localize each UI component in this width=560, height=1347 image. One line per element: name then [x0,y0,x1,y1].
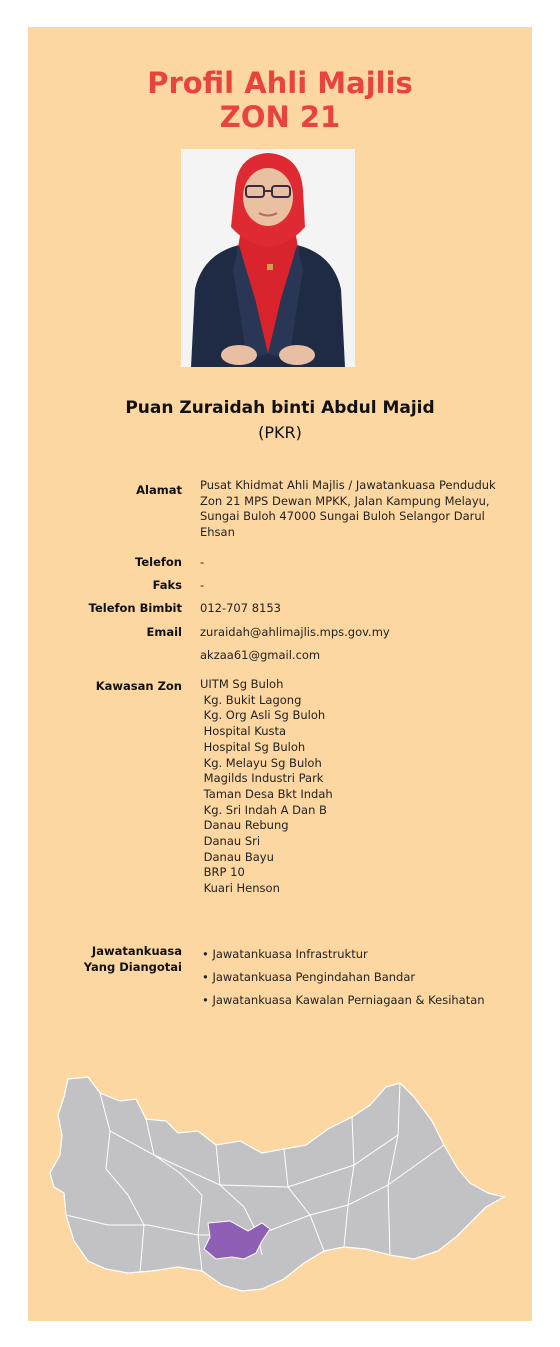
zone-title: ZON 21 [219,100,341,134]
zone-area-item: Kg. Org Asli Sg Buloh [200,708,326,723]
zone-area-item: Danau Sri [200,834,261,849]
zone-area-item: BRP 10 [200,865,245,880]
address-label: Alamat [136,483,182,497]
email-label: Email [146,625,182,639]
committee-item: • Jawatankuasa Infrastruktur [202,943,485,966]
phone-value: - [200,555,205,569]
mobile-phone-label: Telefon Bimbit [88,601,182,615]
email-link[interactable]: akzaa61@gmail.com [200,648,321,662]
portrait-image [181,149,355,367]
committee-item: • Jawatankuasa Pengindahan Bandar [202,966,485,989]
zone-area-item: Kg. Sri Indah A Dan B [200,802,327,817]
fax-label: Faks [152,578,182,592]
zone-area-item: Taman Desa Bkt Indah [200,786,333,801]
zone-area-list [200,677,333,897]
councillor-photo [181,149,355,367]
zone-area-item: Danau Rebung [200,818,289,833]
committee-label [84,943,182,975]
zone-area-label: Kawasan Zon [95,679,182,693]
committee-list [202,943,485,1012]
zone-area-item: Kuari Henson [200,881,280,896]
zone-area-item: Hospital Kusta [200,724,287,739]
party-name: (PKR) [258,423,302,442]
zone-area-item: UITM Sg Buloh [200,677,284,691]
fax-value: - [200,578,205,592]
zone-area-item: Hospital Sg Buloh [200,739,306,754]
zone-area-item: Magilds Industri Park [200,771,324,786]
phone-label: Telefon [135,555,182,569]
address-value: Pusat Khidmat Ahli Majlis / Jawatankuasa Penduduk Zon 21 MPS Dewan MPKK, Jalan Kampung Melayu, Sungai Buloh 47000 Sungai Buloh Selangor Darul Ehsan [200,478,496,540]
committee-item: • Jawatankuasa Kawalan Perniagaan & Kesihatan [202,989,485,1012]
zone-area-item: Kg. Melayu Sg Buloh [200,755,322,770]
zone-area-item: Kg. Bukit Lagong [200,692,302,707]
zone-map [48,1075,508,1295]
zone-map-graphic [48,1075,508,1295]
mobile-phone-value: 012-707 8153 [200,601,281,615]
email-link[interactable]: zuraidah@ahlimajlis.mps.gov.my [200,625,390,639]
councillor-name: Puan Zuraidah binti Abdul Majid [125,398,435,418]
zone-area-item: Danau Bayu [200,849,274,864]
profile-card [28,27,532,1321]
committee-label-line1: Jawatankuasa [91,944,182,958]
page-title: Profil Ahli Majlis [147,66,413,100]
committee-label-line2: Yang Diangotai [83,960,182,974]
